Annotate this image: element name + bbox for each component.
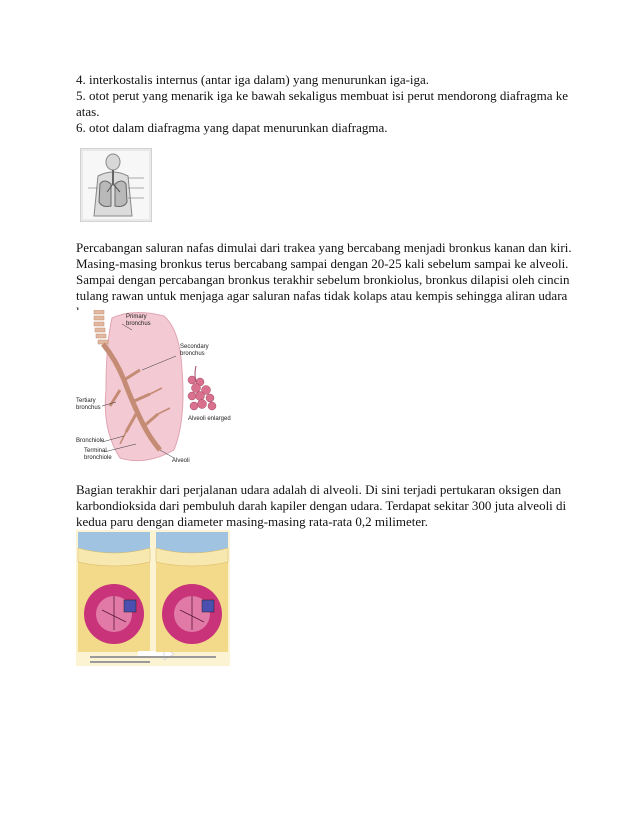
paragraph-line: Masing-masing bronkus terus bercabang sampai dengan 20-25 kali sebelum sampai ke alveoli. <box>76 256 569 271</box>
tertiary-bronchus-label: Tertiary bronchus <box>76 398 101 411</box>
list-line: 5. otot perut yang menarik iga ke bawah sekaligus membuat isi perut mendorong diafragma ke <box>76 88 569 103</box>
paragraph-line: Sampai dengan percabangan bronkus terakhir sebelum bronkiolus, bronkus dilapisi oleh cincin <box>76 272 570 287</box>
bronchial-tree-figure <box>76 310 232 468</box>
secondary-bronchus-label: Secondary bronchus <box>180 344 209 357</box>
torso-lungs-figure <box>80 148 152 222</box>
list-line: 4. interkostalis internus (antar iga dalam) yang menurunkan iga-iga. <box>76 72 430 87</box>
paragraph-line: kedua paru dengan diameter masing-masing rata-rata 0,2 milimeter. <box>76 514 428 529</box>
alveoli-label: Alveoli <box>172 458 190 464</box>
paragraph-line: Bagian terakhir dari perjalanan udara adalah di alveoli. Di sini terjadi pertukaran oksigen dan <box>76 482 562 497</box>
alveoli-paragraph <box>76 482 566 530</box>
gas-exchange-figure <box>76 530 230 666</box>
bronchiole-label: Bronchiole <box>76 438 105 444</box>
alveoli-enlarged-label: Alveoli enlarged <box>188 416 231 422</box>
primary-bronchus-label: Primary bronchus <box>126 314 151 327</box>
muscle-list <box>76 72 569 136</box>
paragraph-line: Percabangan saluran nafas dimulai dari trakea yang bercabang menjadi bronkus kanan dan kiri. <box>76 240 572 255</box>
paragraph-line: tulang rawan untuk menjaga agar saluran nafas tidak kolaps atau kempis sehingga aliran udara <box>76 288 568 303</box>
list-line: 6. otot dalam diafragma yang dapat menurunkan diafragma. <box>76 120 388 135</box>
list-line: atas. <box>76 104 100 119</box>
terminal-bronchiole-label: Terminal bronchiole <box>84 448 112 461</box>
bronchi-paragraph <box>76 240 572 320</box>
paragraph-line: karbondioksida dari pembuluh darah kapiler dengan udara. Terdapat sekitar 300 juta alveoli di <box>76 498 567 513</box>
